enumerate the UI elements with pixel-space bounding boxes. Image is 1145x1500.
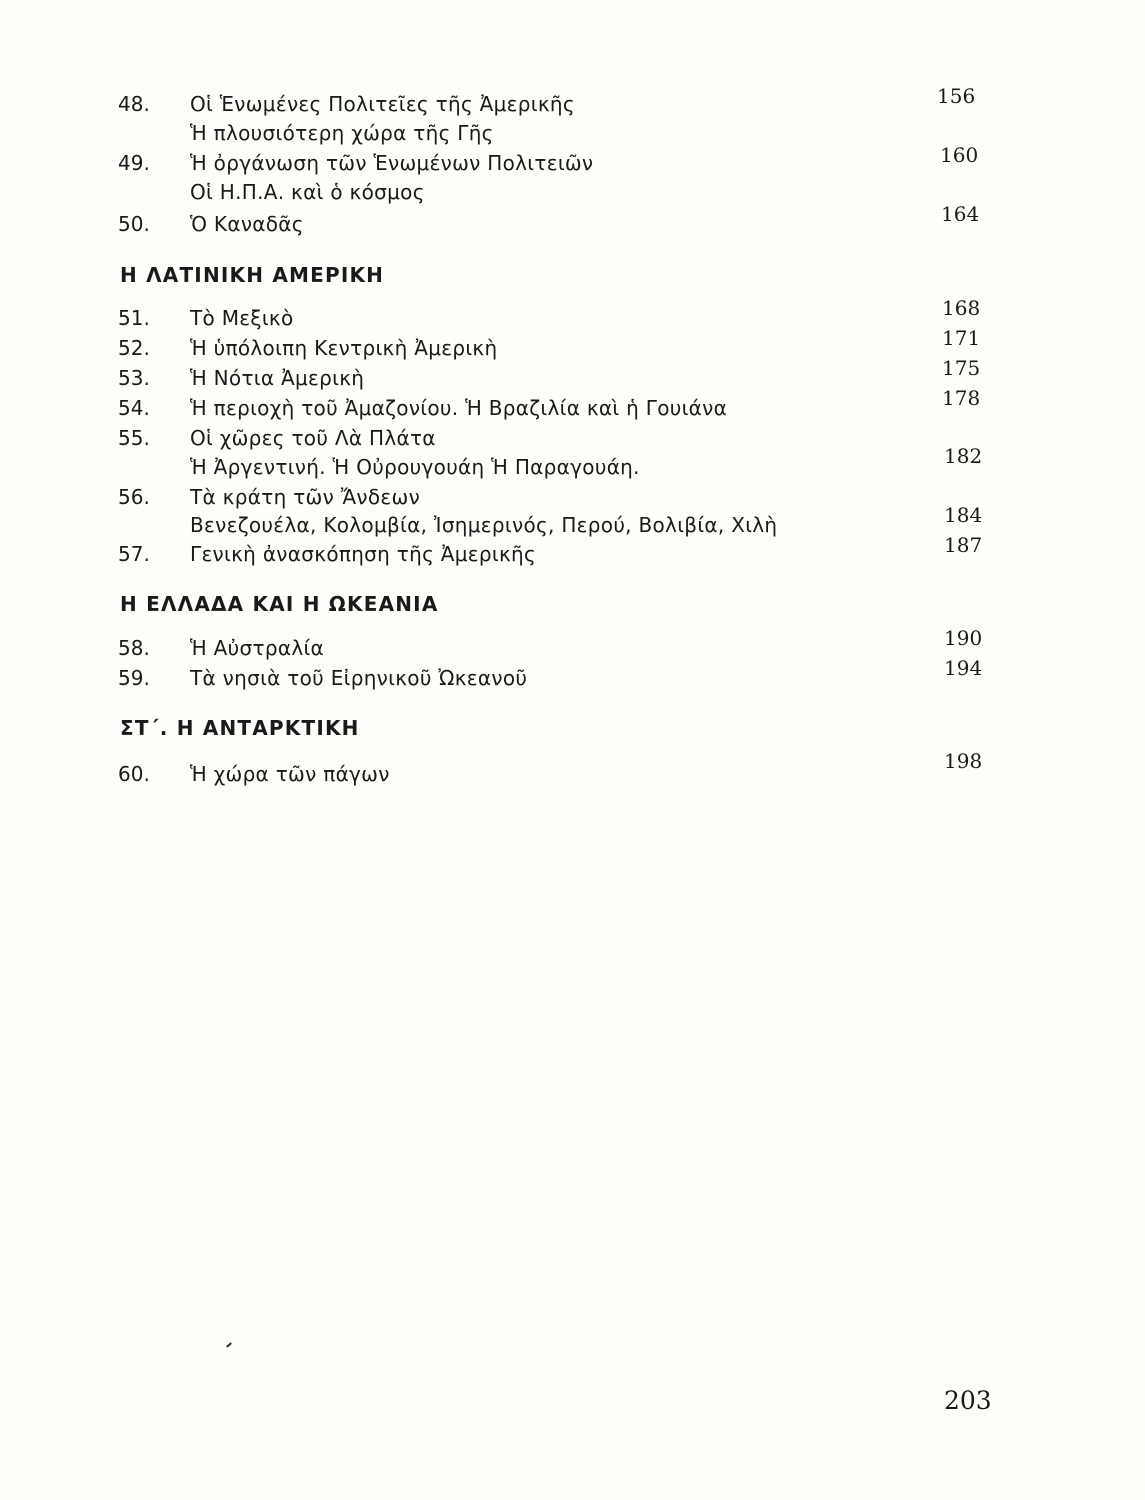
entry-title: Οἱ χῶρες τοῦ Λὰ Πλάτα [190, 426, 436, 450]
entry-title: Τὰ νησιὰ τοῦ Εἰρηνικοῦ Ὠκεανοῦ [190, 666, 528, 690]
entry-page: 187 [944, 533, 983, 557]
entry-number: 50. [118, 212, 150, 236]
entry-number: 56. [118, 485, 150, 509]
entry-page: 194 [944, 656, 983, 680]
entry-page: 178 [942, 386, 981, 410]
section-heading-latin-america: Η ΛΑΤΙΝΙΚΗ ΑΜΕΡΙΚΗ [120, 263, 385, 287]
entry-page: 160 [940, 143, 979, 167]
entry-number: 57. [118, 542, 150, 566]
entry-page: 198 [944, 749, 983, 773]
entry-number: 55. [118, 426, 150, 450]
entry-number: 53. [118, 366, 150, 390]
stray-mark [226, 1342, 232, 1347]
entry-subtitle: Οἱ Η.Π.Α. καὶ ὁ κόσμος [190, 180, 425, 204]
entry-subtitle: Ἡ Ἀργεντινή. Ἡ Οὐρουγουάη Ἡ Παραγουάη. [190, 455, 640, 479]
entry-title: Ἡ περιοχὴ τοῦ Ἀμαζονίου. Ἡ Βραζιλία καὶ ἡ Γουιάνα [190, 396, 728, 420]
entry-number: 52. [118, 336, 150, 360]
entry-page: 175 [942, 356, 981, 380]
entry-number: 51. [118, 306, 150, 330]
entry-subtitle: Ἡ πλουσιότερη χώρα τῆς Γῆς [190, 121, 494, 145]
section-heading-antarctica: ΣΤ΄. Η ΑΝΤΑΡΚΤΙΚΗ [120, 716, 360, 740]
entry-title: Ἡ Νότια Ἀμερικὴ [190, 366, 365, 390]
entry-title: Γενικὴ ἀνασκόπηση τῆς Ἀμερικῆς [190, 542, 537, 566]
entry-number: 60. [118, 762, 150, 786]
entry-page: 182 [944, 444, 983, 468]
entry-title: Ἡ χώρα τῶν πάγων [190, 762, 390, 786]
entry-title: Τὸ Μεξικὸ [190, 306, 294, 330]
entry-title: Ὁ Καναδᾶς [190, 212, 304, 236]
entry-number: 48. [118, 92, 150, 116]
entry-page: 156 [937, 84, 976, 108]
entry-subtitle: Βενεζουέλα, Κολομβία, Ἰσημερινός, Περού, Βολιβία, Χιλὴ [190, 513, 778, 537]
entry-title: Τὰ κράτη τῶν Ἄνδεων [190, 485, 421, 509]
entry-number: 54. [118, 396, 150, 420]
entry-title: Ἡ ὑπόλοιπη Κεντρικὴ Ἀμερικὴ [190, 336, 498, 360]
entry-title: Ἡ Αὐστραλία [190, 636, 325, 660]
entry-number: 59. [118, 666, 150, 690]
entry-page: 168 [942, 296, 981, 320]
entry-number: 58. [118, 636, 150, 660]
entry-page: 164 [941, 202, 980, 226]
entry-title: Οἱ Ἑνωμένες Πολιτεῖες τῆς Ἀμερικῆς [190, 92, 575, 116]
entry-page: 190 [944, 626, 983, 650]
entry-page: 171 [942, 326, 981, 350]
section-heading-oceania: Η ΕΛΛΑΔΑ ΚΑΙ Η ΩΚΕΑΝΙΑ [120, 592, 439, 616]
entry-page: 184 [944, 503, 983, 527]
entry-title: Ἡ ὀργάνωση τῶν Ἑνωμένων Πολιτειῶν [190, 151, 594, 175]
page-number: 203 [944, 1386, 992, 1415]
entry-number: 49. [118, 151, 150, 175]
